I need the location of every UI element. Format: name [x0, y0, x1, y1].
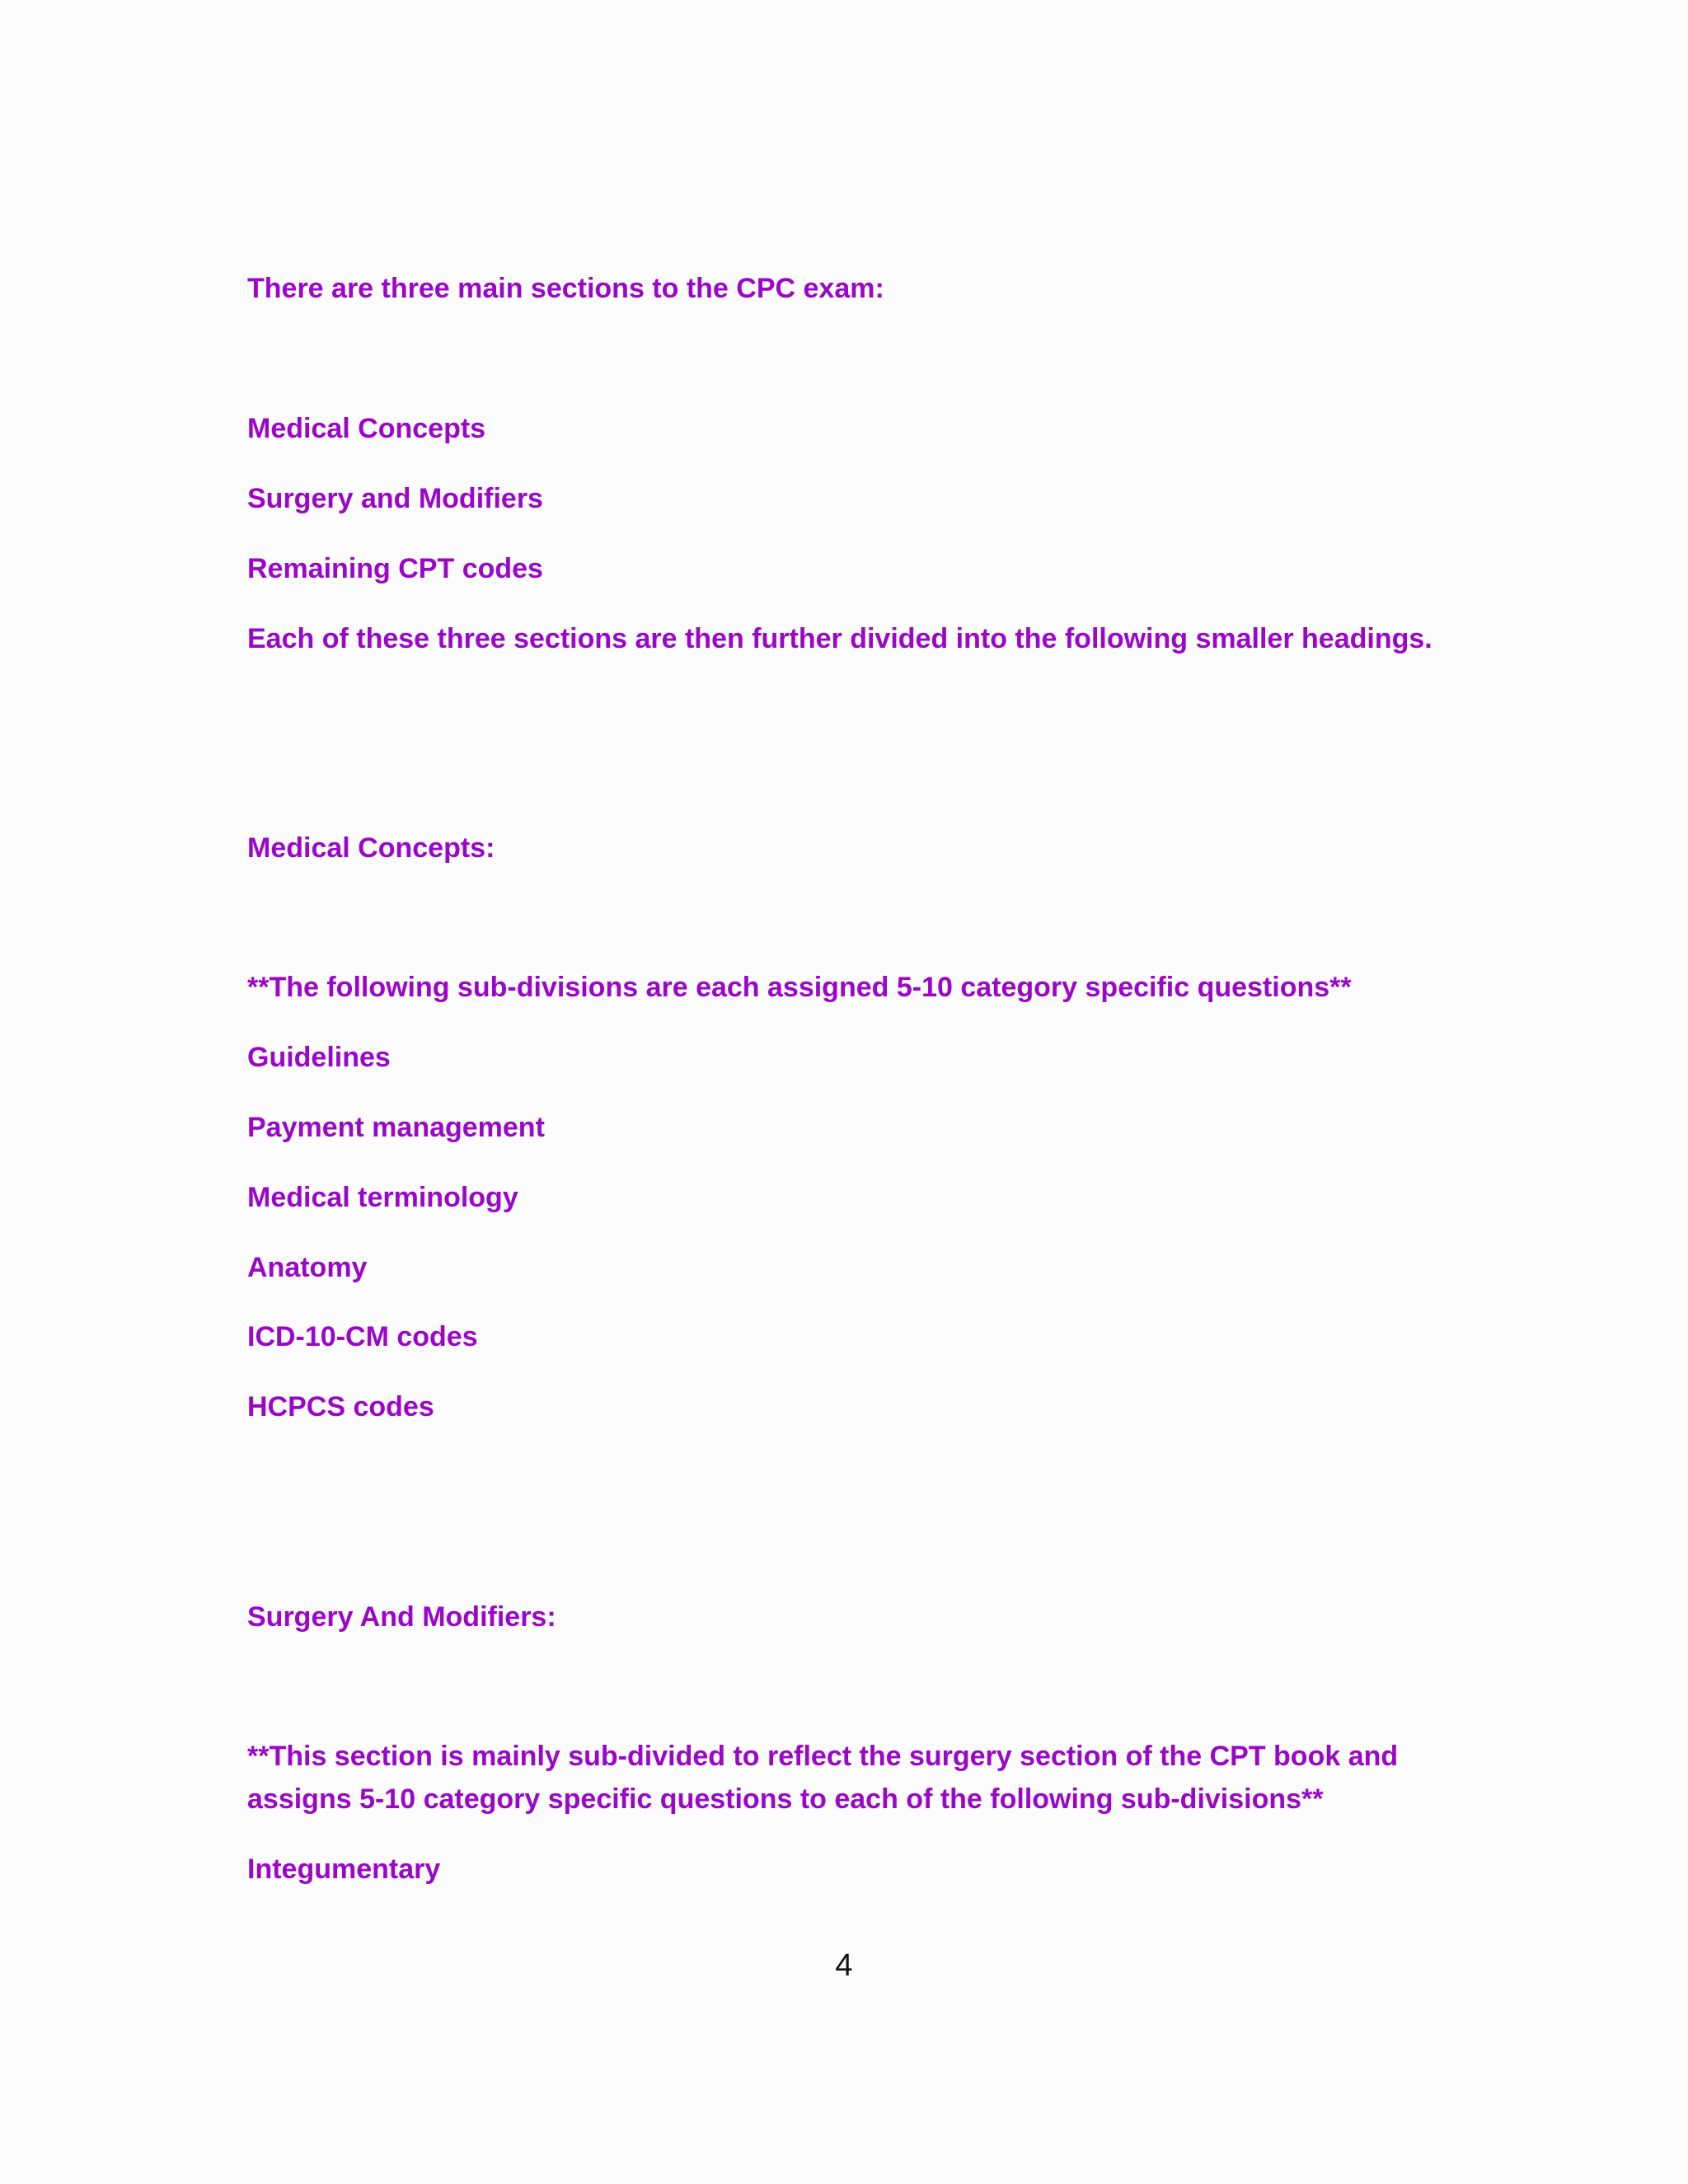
divided-note: Each of these three sections are then further divided into the following smaller headings.: [247, 623, 1432, 654]
main-section-item: Remaining CPT codes: [247, 553, 543, 584]
medical-concepts-item: Medical terminology: [247, 1182, 518, 1213]
medical-concepts-item: Payment management: [247, 1112, 545, 1143]
medical-concepts-item: ICD-10-CM codes: [247, 1321, 478, 1352]
page-number: 4: [835, 1948, 853, 1983]
main-section-item: Medical Concepts: [247, 413, 486, 444]
intro-text: There are three main sections to the CPC exam:: [247, 273, 884, 304]
medical-concepts-note: **The following sub-divisions are each assigned 5-10 category specific questions**: [247, 972, 1352, 1003]
surgery-modifiers-heading: Surgery And Modifiers:: [247, 1601, 556, 1633]
surgery-modifiers-item: Integumentary: [247, 1854, 441, 1885]
medical-concepts-item: Guidelines: [247, 1042, 391, 1073]
medical-concepts-item: HCPCS codes: [247, 1391, 434, 1422]
main-section-item: Surgery and Modifiers: [247, 483, 543, 514]
medical-concepts-item: Anatomy: [247, 1252, 368, 1283]
surgery-modifiers-note: **This section is mainly sub-divided to reflect the surgery section of the CPT book and assigns 5-10 category specific questions to each of the following sub-divisions**: [247, 1741, 1399, 1815]
medical-concepts-heading: Medical Concepts:: [247, 832, 495, 864]
